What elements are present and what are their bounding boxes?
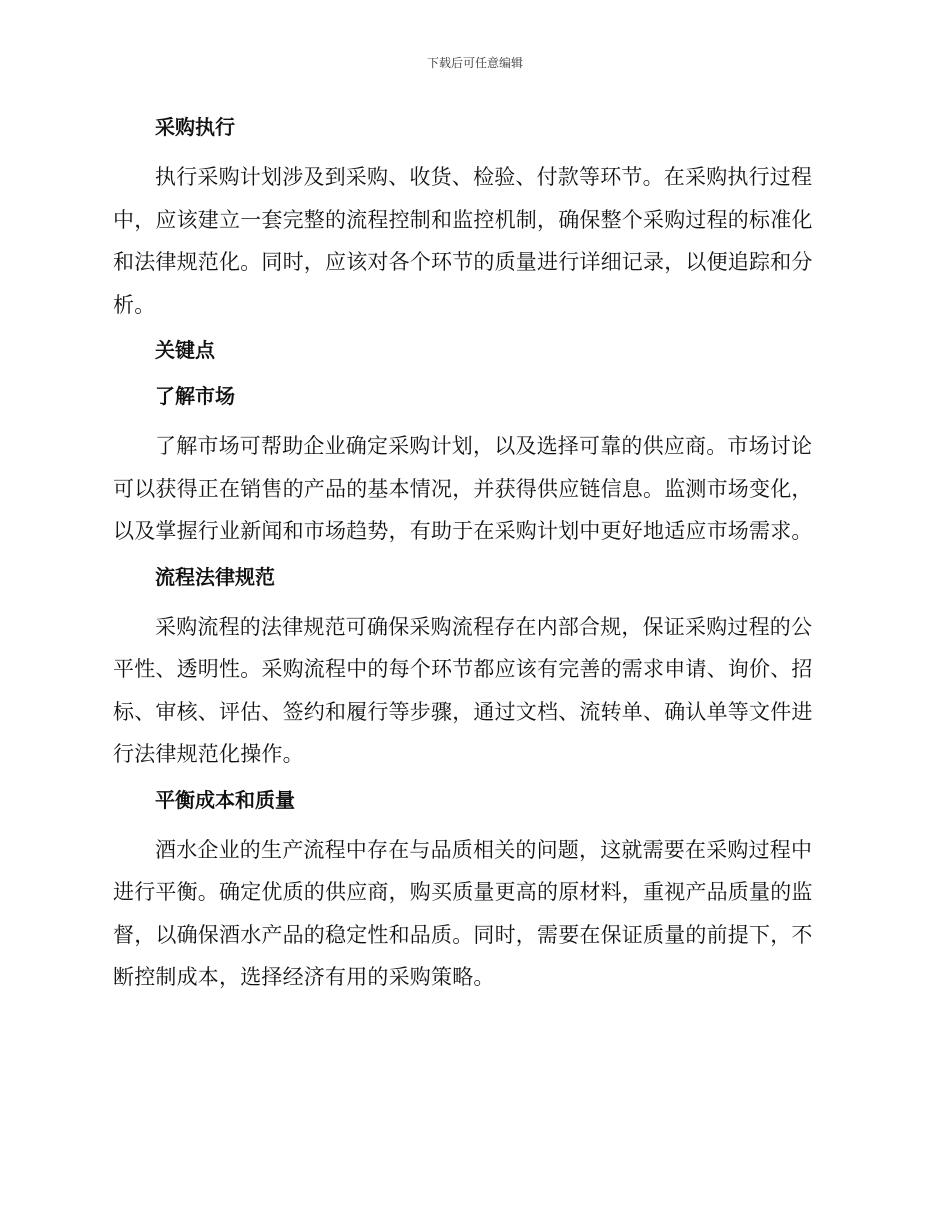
paragraph-understand-market: 了解市场可帮助企业确定采购计划，以及选择可靠的供应商。市场讨论可以获得正在销售的产品的基本情况，并获得供应链信息。监测市场变化，以及掌握行业新闻和市场趋势，有助于在采购计划中更好地适应市场需求。 [113,434,813,543]
section-heading-key-points: 关键点 [155,338,215,362]
header-note: 下载后可任意编辑 [426,56,523,70]
section-heading-understand-market: 了解市场 [155,384,235,408]
section-heading-process-legal: 流程法律规范 [155,564,275,589]
document-body [113,110,831,1006]
paragraph-process-legal: 采购流程的法律规范可确保采购流程存在内部合规，保证采购过程的公平性、透明性。采购流程中的每个环节都应该有完善的需求申请、询价、招标、审核、评估、签约和履行等步骤，通过文档、流转单、确认单等文件进行法律规范化操作。 [113,614,813,766]
section-heading-balance-cost-quality: 平衡成本和质量 [155,787,295,812]
paragraph-procurement-execution: 执行采购计划涉及到采购、收货、检验、付款等环节。在采购执行过程中，应该建立一套完整的流程控制和监控机制，确保整个采购过程的标准化和法律规范化。同时，应该对各个环节的质量进行详细记录，以便追踪和分析。 [113,165,813,317]
paragraph-balance-cost-quality: 酒水企业的生产流程中存在与品质相关的问题，这就需要在采购过程中进行平衡。确定优质的供应商，购买质量更高的原材料，重视产品质量的监督，以确保酒水产品的稳定性和品质。同时，需要在保证质量的前提下，不断控制成本，选择经济有用的采购策略。 [113,837,813,989]
section-heading-procurement-execution: 采购执行 [155,115,235,139]
